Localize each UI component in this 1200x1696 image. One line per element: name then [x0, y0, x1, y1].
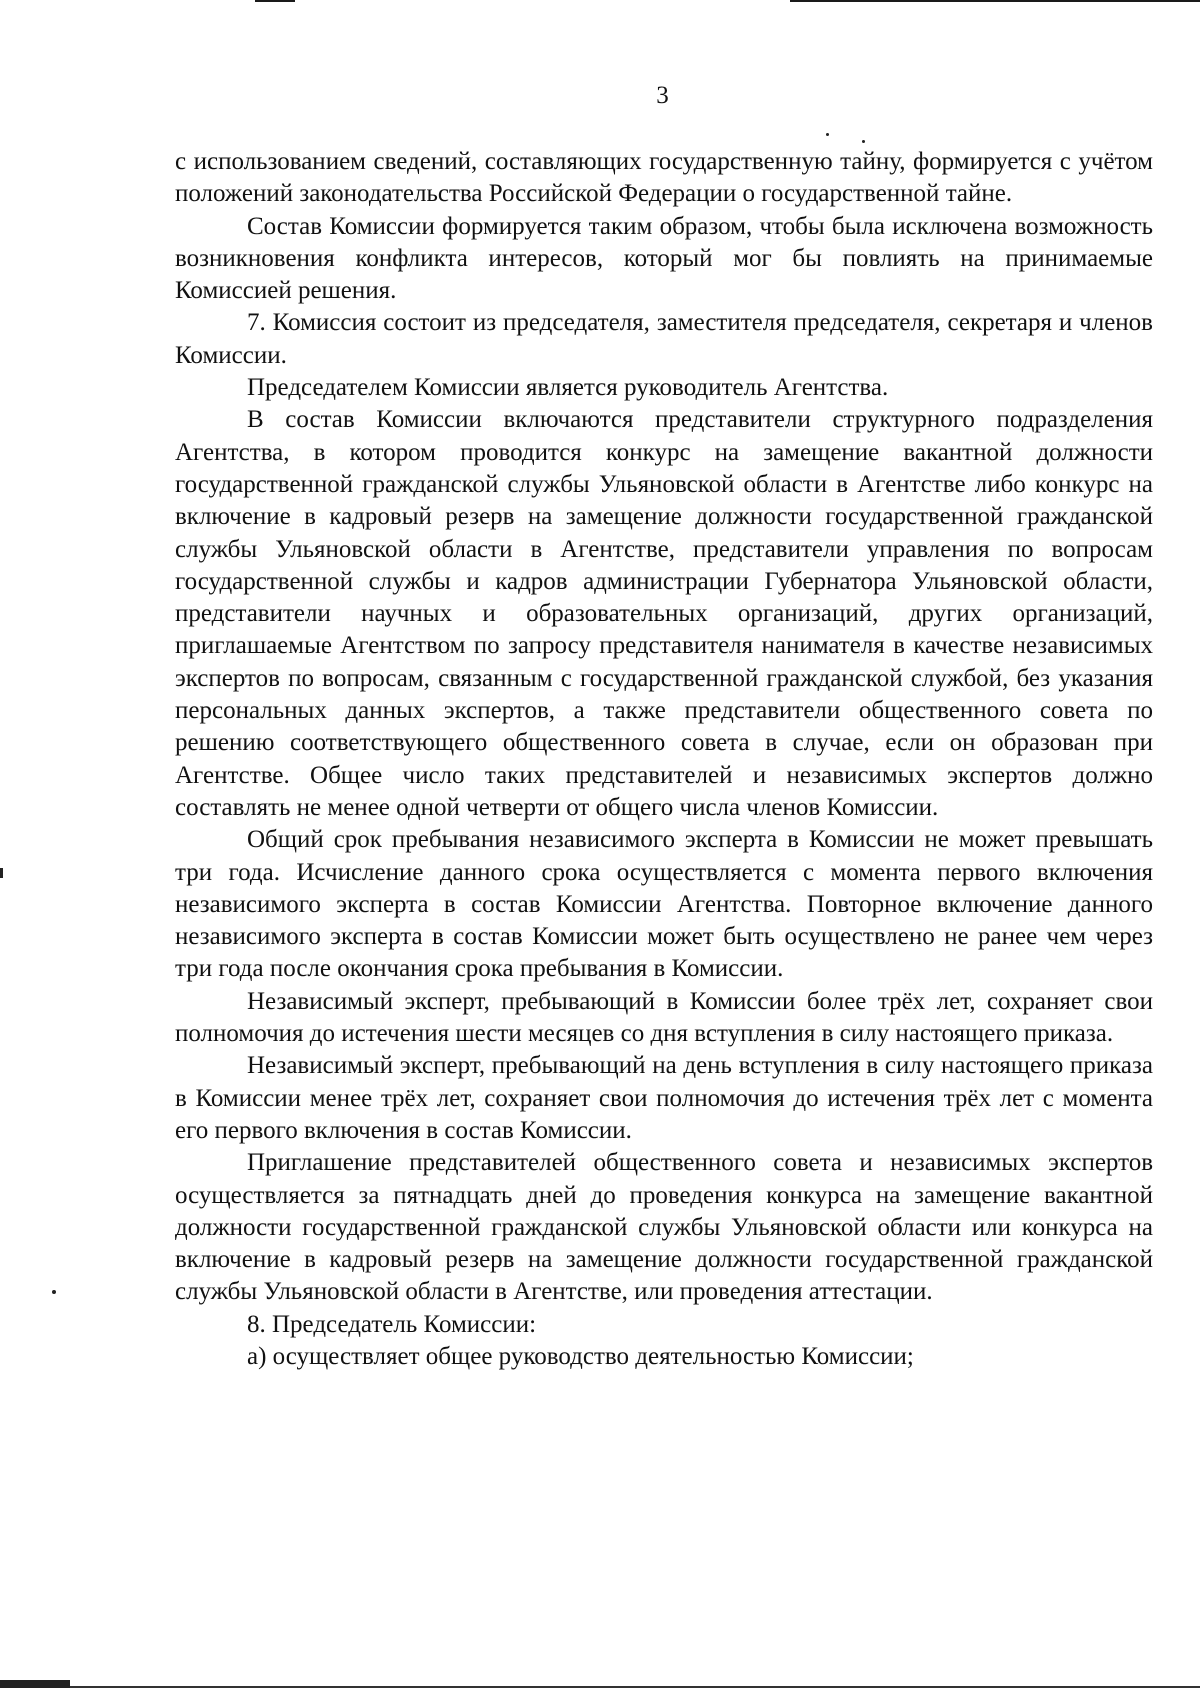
scan-speck [862, 140, 865, 143]
scan-artifact-top-right [790, 0, 1200, 2]
scan-speck [826, 133, 829, 136]
page-number: 3 [656, 82, 669, 109]
scan-speck [0, 868, 3, 878]
paragraph: В состав Комиссии включаются представители структурного подразделения Агентства, в котором проводится конкурс на замещение вакантной должности государственной гражданской службы Ульяновской области в Агентстве либо конкурс на включение в кадровый резерв на замещение должности государственной гражданской службы Ульяновской области в Агентстве, представители управления по вопросам государственной службы и кадров администрации Губернатора Ульяновской области, представители научных и образовательных организаций, других организаций, приглашаемые Агентством по запросу представителя нанимателя в качестве независимых экспертов по вопросам, связанным с государственной гражданской службой, без указания персональных данных экспертов, а также представители общественного совета по решению соответствующего общественного совета в случае, если он образован при Агентстве. Общее число таких представителей и независимых экспертов должно составлять не менее одной четверти от общего числа членов Комиссии. [175, 406, 1153, 821]
paragraph: Общий срок пребывания независимого эксперта в Комиссии не может превышать три года. Исчисление данного срока осуществляется с момента первого включения независимого эксперта в состав Комиссии Агентства. Повторное включение данного независимого эксперта в состав Комиссии может быть осуществлено не ранее чем через три года после окончания срока пребывания в Комиссии. [175, 826, 1153, 983]
paragraph: Председателем Комиссии является руководитель Агентства. [247, 374, 889, 402]
scan-artifact-top-left [255, 0, 295, 2]
scan-speck [52, 1290, 56, 1294]
scan-artifact-bottom [0, 1686, 1200, 1688]
paragraph: Независимый эксперт, пребывающий на день вступления в силу настоящего приказа в Комиссии менее трёх лет, сохраняет свои полномочия до истечения трёх лет с момента его первого включения в состав Комиссии. [175, 1052, 1153, 1144]
scan-artifact-bottom-corner [0, 1680, 70, 1688]
paragraph: Приглашение представителей общественного совета и независимых экспертов осуществляется за пятнадцать дней до проведения конкурса на замещение вакантной должности государственной гражданской службы Ульяновской области или конкурса на включение в кадровый резерв на замещение должности государственной гражданской службы Ульяновской области в Агентстве, или проведения аттестации. [175, 1149, 1153, 1306]
paragraph: с использованием сведений, составляющих государственную тайну, формируется с учётом положений законодательства Российской Федерации о государственной тайне. [175, 148, 1153, 208]
paragraph: 8. Председатель Комиссии: [247, 1310, 537, 1338]
paragraph: 7. Комиссия состоит из председателя, заместителя председателя, секретаря и членов Комиссии. [175, 309, 1153, 369]
paragraph: Независимый эксперт, пребывающий в Комиссии более трёх лет, сохраняет свои полномочия до истечения шести месяцев со дня вступления в силу настоящего приказа. [175, 987, 1153, 1048]
paragraph: Состав Комиссии формируется таким образом, чтобы была исключена возможность возникновения конфликта интересов, который мог бы повлиять на принимаемые Комиссией решения. [175, 212, 1153, 305]
paragraph: а) осуществляет общее руководство деятельностью Комиссии; [247, 1342, 914, 1370]
document-body [175, 146, 1153, 1373]
